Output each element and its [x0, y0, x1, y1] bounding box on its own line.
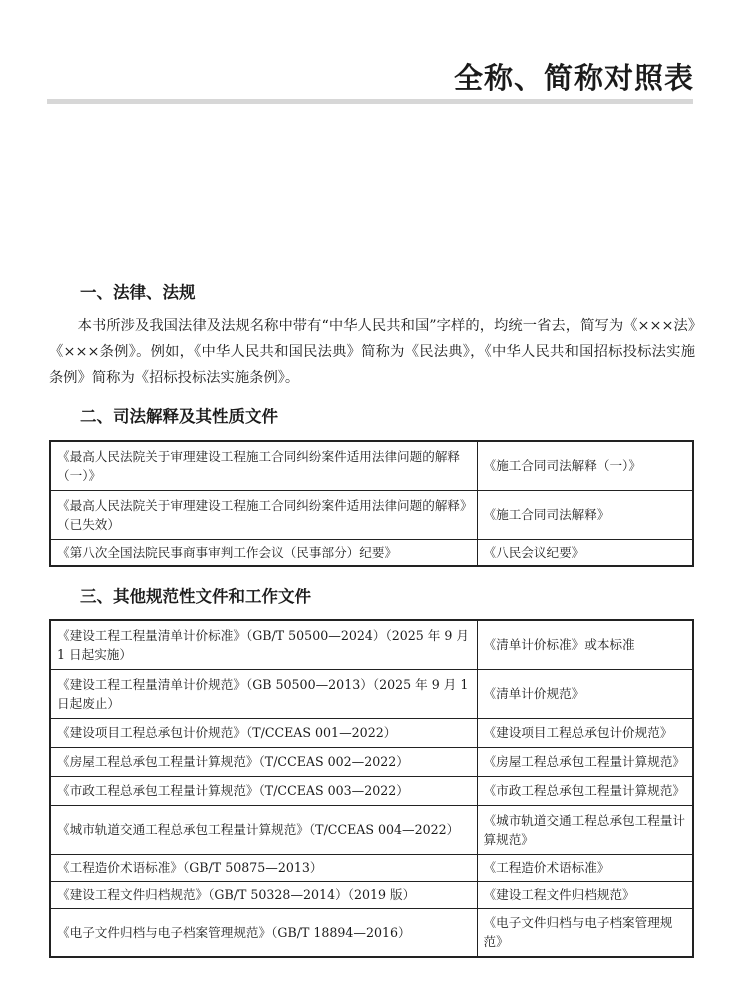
full-name-cell: 《城市轨道交通工程总承包工程量计算规范》（T/CCEAS 004—2022） [50, 805, 477, 854]
table-row [50, 747, 693, 776]
table-row [50, 441, 693, 490]
page-title: 全称、简称对照表 [453, 61, 694, 95]
title-rule [47, 99, 693, 104]
short-name-cell: 《城市轨道交通工程总承包工程量计算规范》 [477, 805, 693, 854]
table-row [50, 805, 693, 854]
table-row [50, 490, 693, 539]
short-name-cell: 《房屋工程总承包工程量计算规范》 [477, 747, 693, 776]
table-row [50, 908, 693, 957]
short-name-cell: 《电子文件归档与电子档案管理规范》 [477, 908, 693, 957]
full-name-cell: 《建设工程工程量清单计价标准》（GB/T 50500—2024）（2025 年 9 月 1 日起实施） [50, 620, 477, 669]
laws-paragraph: 本书所涉及我国法律及法规名称中带有“中华人民共和国”字样的，均统一省去，简写为《×××法》《×××条例》。例如，《中华人民共和国民法典》简称为《民法典》，《中华人民共和国招标投标法实施条例》简称为《招标投标法实施条例》。 [49, 318, 695, 386]
full-name-cell: 《房屋工程总承包工程量计算规范》（T/CCEAS 002—2022） [50, 747, 477, 776]
short-name-cell: 《施工合同司法解释》 [477, 490, 693, 539]
short-name-cell: 《清单计价规范》 [477, 669, 693, 718]
full-name-cell: 《最高人民法院关于审理建设工程施工合同纠纷案件适用法律问题的解释（一）》 [50, 441, 477, 490]
short-name-cell: 《建设项目工程总承包计价规范》 [477, 718, 693, 747]
table-row [50, 718, 693, 747]
short-name-cell: 《市政工程总承包工程量计算规范》 [477, 776, 693, 805]
short-name-cell: 《施工合同司法解释（一）》 [477, 441, 693, 490]
full-name-cell: 《建设工程文件归档规范》（GB/T 50328—2014）（2019 版） [50, 881, 477, 908]
short-name-cell: 《八民会议纪要》 [477, 539, 693, 566]
short-name-cell: 《工程造价术语标准》 [477, 854, 693, 881]
full-name-cell: 《建设项目工程总承包计价规范》（T/CCEAS 001—2022） [50, 718, 477, 747]
other-docs-table [49, 619, 694, 958]
section-heading-other-docs: 三、其他规范性文件和工作文件 [80, 587, 311, 606]
short-name-cell: 《清单计价标准》或本标准 [477, 620, 693, 669]
section-heading-laws: 一、法律、法规 [80, 283, 196, 302]
full-name-cell: 《电子文件归档与电子档案管理规范》（GB/T 18894—2016） [50, 908, 477, 957]
full-name-cell: 《第八次全国法院民事商事审判工作会议（民事部分）纪要》 [50, 539, 477, 566]
full-name-cell: 《建设工程工程量清单计价规范》（GB 50500—2013）（2025 年 9 月 1 日起废止） [50, 669, 477, 718]
section-heading-judicial: 二、司法解释及其性质文件 [80, 407, 278, 426]
table-row [50, 620, 693, 669]
full-name-cell: 《工程造价术语标准》（GB/T 50875—2013） [50, 854, 477, 881]
full-name-cell: 《最高人民法院关于审理建设工程施工合同纠纷案件适用法律问题的解释》（已失效） [50, 490, 477, 539]
judicial-table [49, 440, 694, 567]
table-row [50, 881, 693, 908]
short-name-cell: 《建设工程文件归档规范》 [477, 881, 693, 908]
table-row [50, 776, 693, 805]
table-row [50, 669, 693, 718]
table-row [50, 854, 693, 881]
table-row [50, 539, 693, 566]
full-name-cell: 《市政工程总承包工程量计算规范》（T/CCEAS 003—2022） [50, 776, 477, 805]
